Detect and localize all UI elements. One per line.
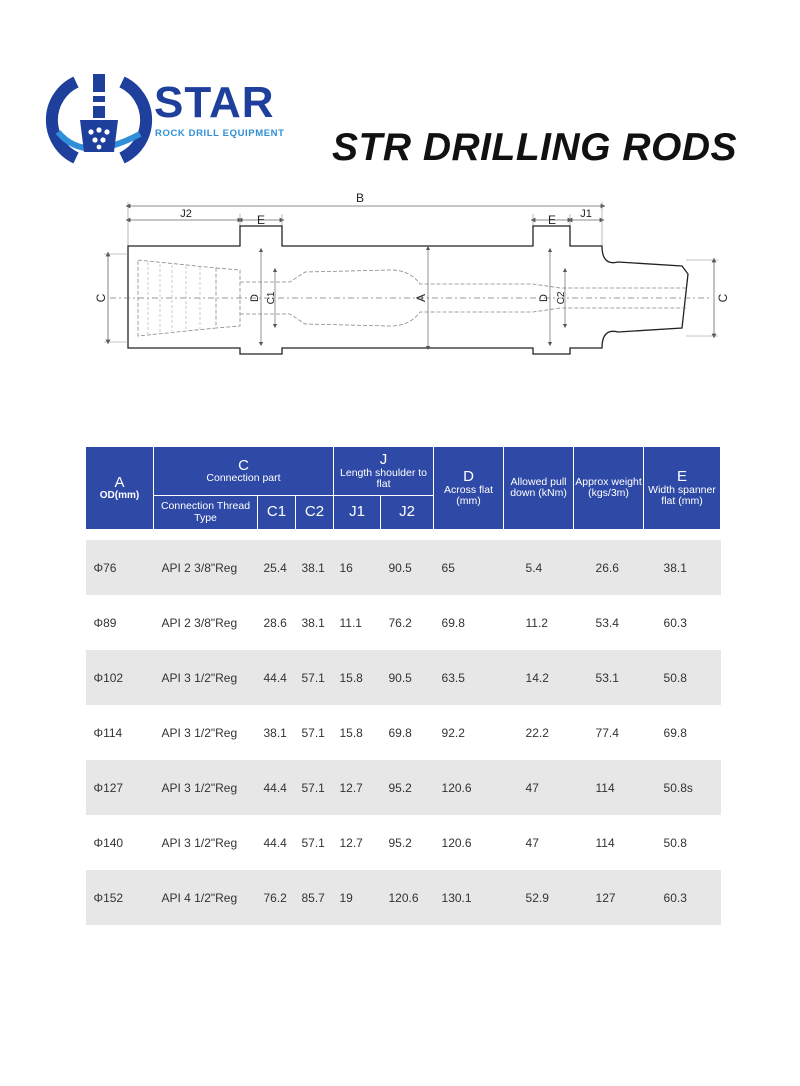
cell-pull: 22.2	[525, 725, 549, 740]
dim-label-c-left: C	[94, 293, 108, 303]
page-title: STR DRILLING RODS	[332, 126, 737, 169]
cell-c2: 38.1	[296, 540, 334, 595]
drilling-rod-diagram	[90, 188, 730, 368]
dim-label-j1: J1	[580, 208, 592, 220]
dim-label-d-right: D	[538, 294, 550, 302]
table-row	[86, 540, 721, 595]
brand-logo	[44, 72, 294, 167]
table-row	[86, 870, 721, 925]
header-c-letter: C	[238, 456, 249, 474]
cell-pull: 11.2	[525, 615, 548, 630]
cell-pull: 52.9	[504, 870, 574, 925]
header-thread: Connection Thread Type	[154, 496, 258, 530]
header-a-letter: A	[114, 473, 125, 491]
table-row	[86, 650, 721, 705]
cell-j1: 11.1	[339, 615, 362, 630]
header-e	[644, 447, 721, 530]
cell-j1: 16	[334, 540, 381, 595]
cell-od: Φ89	[93, 615, 117, 630]
cell-c2: 38.1	[301, 615, 325, 630]
dim-label-b: B	[355, 191, 365, 205]
cell-c2: 85.7	[296, 870, 334, 925]
table-row	[86, 705, 721, 760]
cell-weight: 26.6	[574, 540, 644, 595]
cell-j2: 69.8	[388, 725, 412, 740]
cell-j1: 12.7	[339, 835, 363, 850]
cell-weight: 114	[595, 835, 615, 850]
dim-label-e-right: E	[547, 213, 557, 227]
header-weight	[574, 447, 644, 530]
cell-e: 60.3	[644, 870, 721, 925]
cell-weight: 77.4	[595, 725, 619, 740]
cell-j1: 12.7	[334, 760, 381, 815]
table-row	[86, 760, 721, 815]
cell-d: 120.6	[441, 835, 472, 850]
cell-e: 60.3	[663, 615, 687, 630]
cell-d: 120.6	[434, 760, 504, 815]
cell-weight: 53.1	[574, 650, 644, 705]
cell-od: Φ152	[86, 870, 154, 925]
cell-pull: 47	[525, 835, 539, 850]
dim-label-c-right: C	[716, 293, 730, 303]
cell-j2: 120.6	[381, 870, 434, 925]
header-j	[334, 447, 434, 496]
cell-e: 38.1	[644, 540, 721, 595]
cell-j2: 90.5	[381, 540, 434, 595]
header-pull	[504, 447, 574, 530]
cell-e: 50.8	[644, 650, 721, 705]
header-c-text: Connection part	[206, 472, 281, 485]
header-weight-text: Approx weight (kgs/3m)	[575, 475, 642, 499]
brand-name: STAR	[154, 78, 275, 127]
cell-j1: 15.8	[339, 725, 363, 740]
table-row	[86, 815, 721, 870]
header-e-letter: E	[677, 468, 688, 486]
cell-thread: API 2 3/8"Reg	[154, 540, 258, 595]
header-e-text: Width spanner flat (mm)	[648, 483, 716, 507]
header-c1: C1	[258, 496, 296, 530]
cell-c1: 76.2	[258, 870, 296, 925]
header-j-letter: J	[379, 451, 388, 469]
header-j-text: Length shoulder to flat	[340, 466, 427, 490]
dim-label-c1: C1	[266, 291, 277, 305]
header-c2: C2	[296, 496, 334, 530]
cell-c1: 44.4	[258, 650, 296, 705]
header-d-text: Across flat (mm)	[444, 483, 494, 507]
cell-weight: 114	[574, 760, 644, 815]
cell-e: 50.8	[663, 835, 687, 850]
cell-c2: 57.1	[301, 835, 325, 850]
dim-label-d-left: D	[249, 294, 261, 302]
cell-c1: 44.4	[263, 835, 287, 850]
cell-weight: 127	[574, 870, 644, 925]
header-j2: J2	[381, 496, 434, 530]
cell-thread: API 4 1/2"Reg	[154, 870, 258, 925]
cell-thread: API 3 1/2"Reg	[154, 760, 258, 815]
header-a	[86, 447, 154, 530]
cell-od: Φ102	[86, 650, 154, 705]
header-a-unit: OD(mm)	[99, 489, 140, 501]
cell-d: 63.5	[434, 650, 504, 705]
brand-tagline: ROCK DRILL EQUIPMENT	[155, 128, 285, 139]
cell-d: 92.2	[441, 725, 465, 740]
cell-d: 130.1	[434, 870, 504, 925]
cell-pull: 14.2	[504, 650, 574, 705]
cell-weight: 53.4	[595, 615, 619, 630]
cell-thread: API 3 1/2"Reg	[161, 725, 238, 740]
cell-c2: 57.1	[301, 725, 325, 740]
drill-bit-logo-icon	[44, 72, 154, 167]
header-pull-text: Allowed pull down (kNm)	[510, 475, 567, 499]
cell-thread: API 3 1/2"Reg	[161, 835, 238, 850]
header-j1: J1	[334, 496, 381, 530]
cell-c2: 57.1	[296, 650, 334, 705]
header-d-letter: D	[463, 468, 474, 486]
cell-j2: 95.2	[381, 760, 434, 815]
cell-j1: 19	[334, 870, 381, 925]
cell-d: 69.8	[441, 615, 465, 630]
dim-label-c2: C2	[556, 291, 567, 305]
cell-c1: 38.1	[263, 725, 287, 740]
dim-label-j2: J2	[180, 208, 192, 220]
cell-od: Φ140	[93, 835, 124, 850]
cell-c1: 44.4	[258, 760, 296, 815]
cell-pull: 47	[504, 760, 574, 815]
cell-j1: 15.8	[334, 650, 381, 705]
dim-label-a: A	[414, 293, 428, 303]
header-d	[434, 447, 504, 530]
cell-od: Φ127	[86, 760, 154, 815]
dim-label-e-left: E	[256, 213, 266, 227]
cell-c2: 57.1	[296, 760, 334, 815]
cell-j2: 76.2	[388, 615, 412, 630]
cell-od: Φ114	[93, 725, 123, 740]
cell-j2: 95.2	[388, 835, 412, 850]
cell-thread: API 3 1/2"Reg	[154, 650, 258, 705]
cell-pull: 5.4	[504, 540, 574, 595]
cell-thread: API 2 3/8"Reg	[161, 615, 238, 630]
cell-e: 50.8s	[644, 760, 721, 815]
spec-table-body	[86, 540, 721, 925]
cell-c1: 28.6	[263, 615, 287, 630]
spec-table	[85, 446, 721, 925]
cell-d: 65	[434, 540, 504, 595]
header-c	[154, 447, 334, 496]
table-row	[86, 595, 721, 650]
cell-j2: 90.5	[381, 650, 434, 705]
cell-c1: 25.4	[258, 540, 296, 595]
cell-e: 69.8	[663, 725, 687, 740]
cell-od: Φ76	[86, 540, 154, 595]
